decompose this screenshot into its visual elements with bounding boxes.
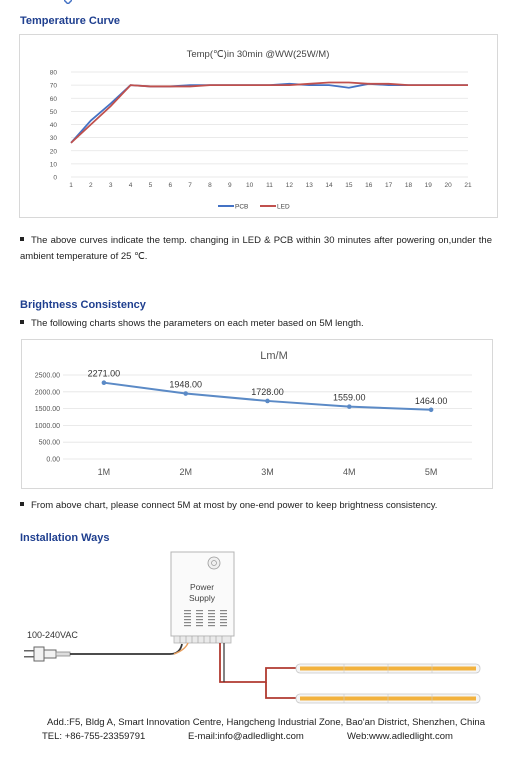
temperature-x-tick-label: 12 [285,182,293,189]
installation-ways-title: Installation Ways [20,532,110,544]
brightness-data-label: 2271.00 [87,368,121,379]
temperature-x-tick-label: 8 [208,182,212,189]
brightness-data-label: 1464.00 [414,395,448,406]
temperature-x-tick-label: 20 [444,182,452,189]
brightness-x-tick-label: 5M [424,467,438,477]
brightness-y-tick-label: 2000.00 [34,389,60,397]
temperature-y-tick-label: 20 [49,148,57,156]
temperature-note-text: The above curves indicate the temp. changing in LED & PCB within 30 minutes after powering on,under the ambient temperature of 25 ℃. [20,235,492,262]
brightness-y-tick-label: 500.00 [38,439,60,447]
temperature-x-tick-label: 5 [148,182,153,189]
ac-plug-icon [24,647,70,661]
temperature-y-tick-label: 40 [49,122,57,129]
temperature-y-tick-label: 30 [49,135,57,143]
temperature-x-tick-label: 10 [246,182,254,189]
brightness-chart-container [21,339,493,489]
temperature-y-tick-label: 80 [49,69,57,77]
brightness-y-tick-label: 1500.00 [34,406,60,414]
temperature-x-tick-label: 4 [128,182,133,189]
brightness-intro-text: The following charts shows the parameters on each meter based on 5M length. [31,318,364,329]
temperature-chart-title: Temp(℃)in 30min @WW(25W/M) [186,49,330,60]
temperature-x-tick-label: 16 [365,182,373,189]
brightness-data-point [429,408,434,413]
top-arrow-marker [64,0,72,4]
power-supply [171,552,234,643]
brightness-intro [20,316,492,332]
brightness-data-label: 1728.00 [251,386,284,397]
brightness-y-tick-label: 2500.00 [34,372,60,380]
temperature-x-tick-label: 19 [424,182,432,189]
temperature-x-tick-label: 2 [89,182,93,189]
temperature-chart-container [19,34,498,218]
temperature-x-tick-label: 3 [108,182,113,189]
temperature-x-tick-label: 17 [384,182,393,189]
brightness-chart [22,340,492,488]
power-supply-label-line2: Supply [189,593,215,603]
temperature-series-pcb [71,84,468,143]
temperature-y-tick-label: 50 [49,108,57,116]
temperature-x-tick-label: 7 [188,182,192,189]
brightness-data-point [183,391,188,396]
bullet-icon [20,320,24,324]
temperature-x-tick-label: 14 [325,182,333,189]
temperature-y-tick-label: 70 [49,82,57,90]
led-strip-1 [296,664,480,673]
brightness-data-label: 1948.00 [169,379,202,390]
temperature-x-tick-label: 15 [345,182,353,189]
power-supply-label-line1: Power [189,582,215,592]
brightness-x-tick-label: 4M [343,467,356,477]
temperature-y-tick-label: 10 [49,161,57,169]
bullet-icon [20,502,24,506]
temperature-x-tick-label: 21 [464,182,472,189]
brightness-x-tick-label: 2M [179,467,192,477]
installation-diagram [0,550,532,710]
brightness-data-point [102,380,107,385]
bullet-icon [20,237,24,241]
temperature-series-led [71,83,468,143]
footer-email: E-mail:info@adledlight.com [188,731,304,742]
terminal-block [174,636,231,643]
ac-cable [70,644,182,654]
temperature-legend-label: PCB [235,203,249,211]
brightness-x-tick-label: 1M [97,467,111,477]
temperature-chart [20,35,497,217]
temperature-curve-title: Temperature Curve [20,15,121,27]
footer-web: Web:www.adledlight.com [347,731,453,742]
brightness-chart-title: Lm/M [260,350,288,362]
led-strip-2 [296,694,480,703]
temperature-x-tick-label: 13 [305,182,313,189]
temperature-legend-label: LED [277,203,290,211]
footer-tel: TEL: +86-755-23359791 [42,731,146,742]
dc-cable-red [220,643,296,682]
temperature-x-tick-label: 1 [69,182,73,189]
temperature-x-tick-label: 11 [266,182,273,189]
voltage-label: 100-240VAC [27,630,78,640]
brightness-y-tick-label: 1000.00 [34,422,60,430]
brightness-data-point [347,404,352,409]
brightness-consistency-title: Brightness Consistency [20,299,146,311]
temperature-x-tick-label: 6 [168,182,173,189]
power-supply-indicator-icon [208,557,220,569]
brightness-note-text: From above chart, please connect 5M at most by one-end power to keep brightness consistency. [31,500,438,511]
temperature-x-tick-label: 9 [227,182,232,189]
brightness-note [20,498,492,514]
brightness-data-point [265,399,270,404]
brightness-x-tick-label: 3M [261,467,274,477]
temperature-y-tick-label: 60 [49,95,57,103]
footer-address: Add.:F5, Bldg A, Smart Innovation Centre, Hangcheng Industrial Zone, Bao'an District, Shenzhen, China [46,717,485,728]
brightness-data-label: 1559.00 [333,392,366,403]
temperature-note [20,233,492,265]
brightness-y-tick-label: 0.00 [46,456,60,464]
temperature-y-tick-label: 0 [53,174,57,182]
temperature-x-tick-label: 18 [404,182,413,189]
